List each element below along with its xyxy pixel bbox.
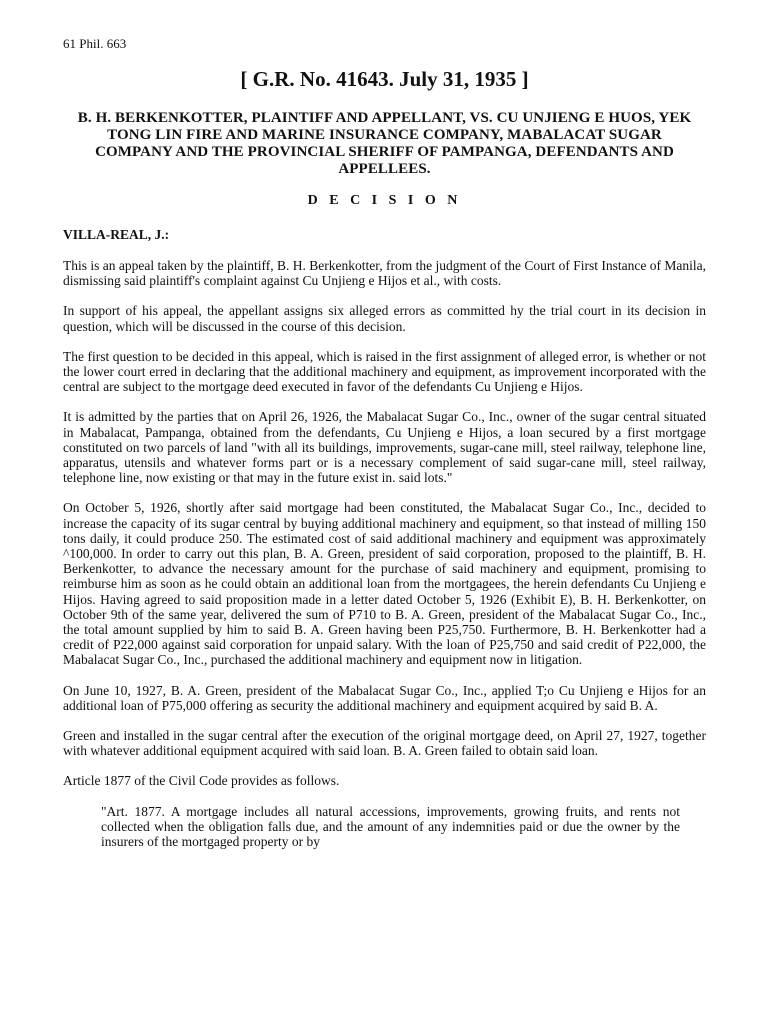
case-parties: B. H. BERKENKOTTER, PLAINTIFF AND APPELLANT, VS. CU UNJIENG E HUOS, YEK TONG LIN FIRE AND MARINE INSURANCE COMPANY, MABALACAT SUGAR COMPANY AND THE PROVINCIAL SHERIFF OF PAMPANGA, DEFENDANTS AND APPELLEES. [77,110,692,177]
ponente: VILLA-REAL, J.: [63,227,170,242]
paragraph: It is admitted by the parties that on April 26, 1926, the Mabalacat Sugar Co., Inc., owner of the sugar central situated in Mabalacat, Pampanga, obtained from the defendants, Cu Unjieng e Hijos, a loan secured by a first mortgage constituted on two parcels of land "with all its buildings, improvements, sugar-cane mill, steel railway, telephone line, apparatus, utensils and whatever forms part or is a necessary complement of said sugar-cane mill, steel railway, telephone line, now existing or that may in the future exist in. said lots." [63,409,706,486]
case-number-title: [ G.R. No. 41643. July 31, 1935 ] [240,67,529,91]
paragraph: The first question to be decided in this appeal, which is raised in the first assignment of alleged error, is whether or not the lower court erred in declaring that the additional machinery and equipment, as improvement incorporated with the central are subject to the mortgage deed executed in favor of the defendants Cu Unjieng e Hijos. [63,348,706,395]
case-citation: 61 Phil. 663 [63,36,127,51]
decision-heading: D E C I S I O N [307,193,462,208]
paragraph: Green and installed in the sugar central after the execution of the original mortgage deed, on April 27, 1927, together with whatever additional equipment acquired with said loan. B. A. Green failed to obtain said loan. [63,728,706,759]
decision-body [63,258,706,849]
paragraph: On October 5, 1926, shortly after said mortgage had been constituted, the Mabalacat Sugar Co., Inc., decided to increase the capacity of its sugar central by buying additional machinery and equipment, so that instead of milling 150 tons daily, it could produce 250. The estimated cost of said additional machinery and equipment was approximately ^100,000. In order to carry out this plan, B. A. Green, president of said corporation, proposed to the plaintiff, B. H. Berkenkotter, to advance the necessary amount for the purchase of said machinery and equipment, promising to reimburse him as soon as he could obtain an additional loan from the mortgagees, the herein defendants Cu Unjieng e Hijos. Having agreed to said proposition made in a letter dated October 5, 1926 (Exhibit E), B. H. Berkenkotter, on October 9th of the same year, delivered the sum of P710 to B. A. Green, president of the Mabalacat Sugar Co., Inc., the total amount supplied by him to said B. A. Green having been P25,750. Furthermore, B. H. Berkenkotter had a credit of P22,000 against said corporation for unpaid salary. With the loan of P25,750 and said credit of P22,000, the Mabalacat Sugar Co., Inc., purchased the additional machinery and equipment now in litigation. [63,500,706,668]
block-quote: "Art. 1877. A mortgage includes all natural accessions, improvements, growing fruits, and rents not collected when the obligation falls due, and the amount of any indemnities paid or due the owner by the insurers of the mortgaged property or by [101,803,680,850]
paragraph: This is an appeal taken by the plaintiff, B. H. Berkenkotter, from the judgment of the Court of First Instance of Manila, dismissing said plaintiff's complaint against Cu Unjieng e Hijos et al., with costs. [63,258,706,289]
paragraph: In support of his appeal, the appellant assigns six alleged errors as committed hy the trial court in its decision in question, which will be discussed in the course of this decision. [63,303,706,334]
paragraph: On June 10, 1927, B. A. Green, president of the Mabalacat Sugar Co., Inc., applied T;o Cu Unjieng e Hijos for an additional loan of P75,000 offering as security the additional machinery and equipment acquired by said B. A. [63,682,706,713]
paragraph: Article 1877 of the Civil Code provides as follows. [63,773,340,789]
